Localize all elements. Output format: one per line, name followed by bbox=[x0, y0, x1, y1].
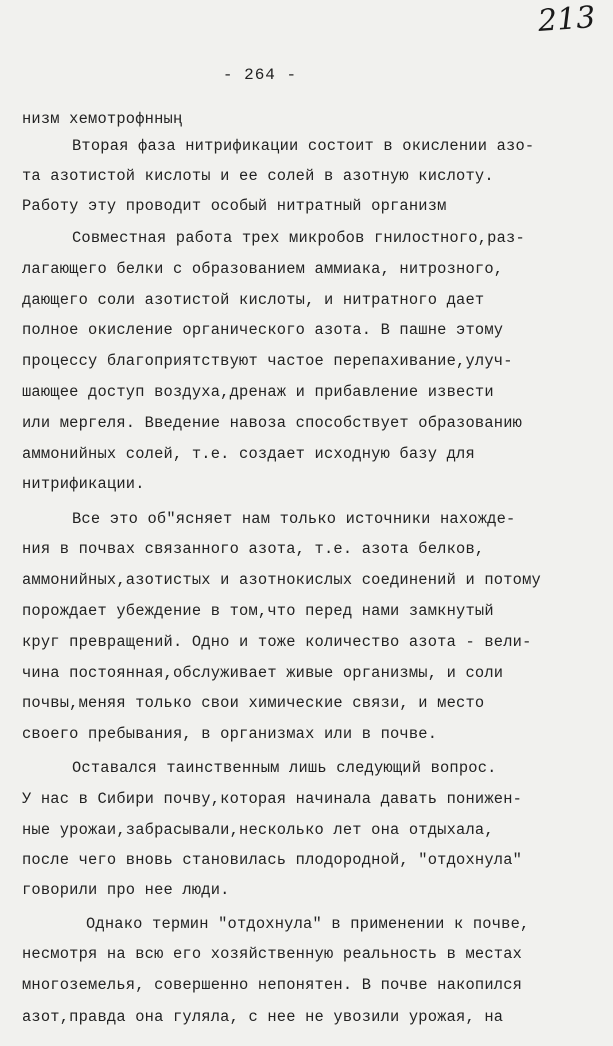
text-line: лагающего белки с образованием аммиака, нитрозного, bbox=[22, 260, 504, 278]
text-line: ния в почвах связанного азота, т.е. азота белков, bbox=[22, 540, 485, 558]
text-line: та азотистой кислоты и ее солей в азотную кислоту. bbox=[22, 167, 494, 185]
text-line: У нас в Сибири почву,которая начинала давать понижен- bbox=[22, 790, 523, 808]
text-line: дающего соли азотистой кислоты, и нитратного дает bbox=[22, 291, 485, 309]
text-line: Вторая фаза нитрификации состоит в окислении азо- bbox=[72, 137, 535, 155]
text-line: несмотря на всю его хозяйственную реальность в местах bbox=[22, 945, 523, 963]
text-line: нитрификации. bbox=[22, 475, 145, 493]
text-line: круг превращений. Одно и тоже количество азота - вели- bbox=[22, 633, 532, 651]
text-line: после чего вновь становилась плодородной, "отдохнула" bbox=[22, 851, 523, 869]
text-line: ные урожаи,забрасывали,несколько лет она отдыхала, bbox=[22, 821, 494, 839]
text-line: Однако термин "отдохнула" в применении к почве, bbox=[86, 915, 530, 933]
archive-page-number: 213 bbox=[536, 0, 597, 39]
text-line: почвы,меняя только свои химические связи, и место bbox=[22, 694, 485, 712]
page-number: - 264 - bbox=[222, 66, 298, 84]
text-line: процессу благоприятствуют частое перепахивание,улуч- bbox=[22, 352, 513, 370]
text-line: говорили про нее люди. bbox=[22, 881, 230, 899]
text-line: своего пребывания, в организмах или в почве. bbox=[22, 725, 438, 743]
text-line: низм хемотрофнның bbox=[22, 110, 183, 128]
text-line: полное окисление органического азота. В пашне этому bbox=[22, 321, 504, 339]
text-line: Работу эту проводит особый нитратный организм bbox=[22, 197, 447, 215]
text-line: аммонийных солей, т.е. создает исходную базу для bbox=[22, 445, 475, 463]
text-line: шающее доступ воздуха,дренаж и прибавление извести bbox=[22, 383, 494, 401]
text-line: аммонийных,азотистых и азотнокислых соединений и потому bbox=[22, 571, 541, 589]
text-line: Совместная работа трех микробов гнилостного,раз- bbox=[72, 229, 525, 247]
text-line: азот,правда она гуляла, с нее не увозили урожая, на bbox=[22, 1008, 504, 1026]
text-line: Оставался таинственным лишь следующий вопрос. bbox=[72, 759, 497, 777]
text-line: Все это об"ясняет нам только источники нахожде- bbox=[72, 510, 516, 528]
text-line: или мергеля. Введение навоза способствует образованию bbox=[22, 414, 523, 432]
text-line: порождает убеждение в том,что перед нами замкнутый bbox=[22, 602, 494, 620]
text-line: многоземелья, совершенно непонятен. В почве накопился bbox=[22, 976, 523, 994]
text-line: чина постоянная,обслуживает живые организмы, и соли bbox=[22, 664, 504, 682]
